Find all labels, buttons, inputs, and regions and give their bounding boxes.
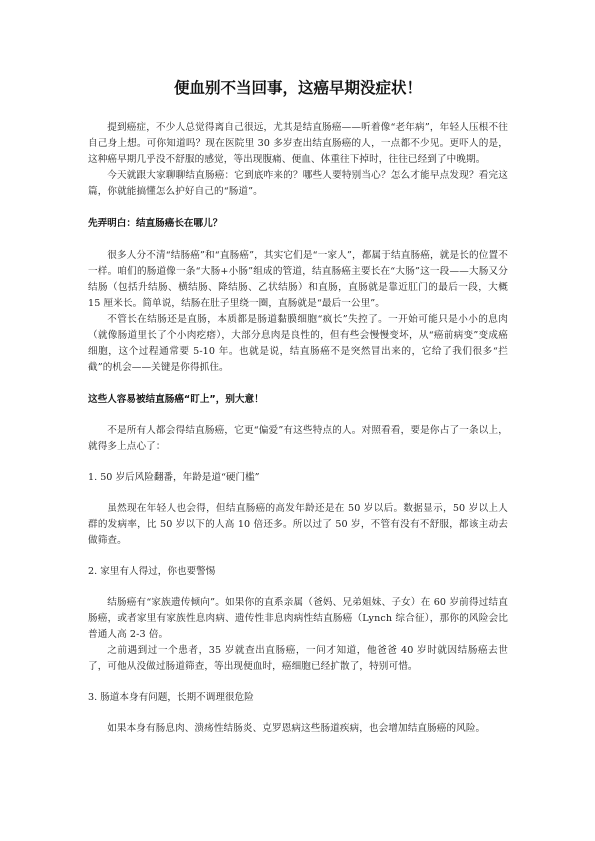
section-heading: 这些人容易被结直肠癌“盯上”，别大意！ — [88, 394, 264, 405]
subsection-heading: 2. 家里有人得过，你也要警惕 — [88, 566, 216, 577]
body-paragraph: 很多人分不清“结肠癌”和“直肠癌”，其实它们是“一家人”，都属于结直肠癌，就是长的位置不一样。咱们的肠道像一条“大肠+小肠”组成的管道，结直肠癌主要长在“大肠”这一段——大肠又分结肠（包括升结肠、横结肠、降结肠、乙状结肠）和直肠，直肠就是靠近肛门的最后一段，大概 15 厘米长。简单说，结肠在肚子里绕一圈，直肠就是“最后一公里”。 — [88, 250, 508, 309]
body-paragraph: 之前遇到过一个患者，35 岁就查出直肠癌，一问才知道，他爸爸 40 岁时就因结肠癌去世了，可他从没做过肠道筛查，等出现便血时，癌细胞已经扩散了，特别可惜。 — [88, 645, 508, 672]
body-paragraph: 不管长在结肠还是直肠，本质都是肠道黏膜细胞“疯长”失控了。一开始可能只是小小的息肉（就像肠道里长了个小肉疙瘩），大部分息肉是良性的，但有些会慢慢变坏，从“癌前病变”变成癌细胞，这个过程通常要 5-10 年。也就是说，结直肠癌不是突然冒出来的，它给了我们很多“拦截”的机会——关键是你得抓住。 — [88, 314, 508, 373]
section-heading: 先弄明白：结直肠癌长在哪儿？ — [88, 218, 223, 229]
intro-paragraph: 提到癌症，不少人总觉得离自己很远，尤其是结直肠癌——听着像“老年病”，年轻人压根不往自己身上想。可你知道吗？现在医院里 30 多岁查出结直肠癌的人，一点都不少见。更吓人的是，这种癌早期几乎没不舒服的感觉，等出现腹痛、便血、体重往下掉时，往往已经到了中晚期。 — [88, 122, 508, 165]
page-title: 便血别不当回事，这癌早期没症状！ — [173, 79, 422, 97]
subsection-heading: 3. 肠道本身有问题，长期不调理很危险 — [88, 692, 254, 703]
intro-paragraph: 今天就跟大家聊聊结直肠癌：它到底咋来的？哪些人要特别当心？怎么才能早点发现？看完这篇，你就能搞懂怎么护好自己的“肠道”。 — [88, 170, 508, 197]
body-paragraph: 如果本身有肠息肉、溃疡性结肠炎、克罗恩病这些肠道疾病，也会增加结直肠癌的风险。 — [107, 723, 486, 734]
body-paragraph: 不是所有人都会得结直肠癌，它更“偏爱”有这些特点的人。对照看看，要是你占了一条以上，就得多上点心了： — [88, 425, 508, 452]
subsection-heading: 1. 50 岁后风险翻番，年龄是道“硬门槛” — [88, 472, 260, 483]
body-paragraph: 结肠癌有“家族遗传倾向”。如果你的直系亲属（爸妈、兄弟姐妹、子女）在 60 岁前得过结直肠癌，或者家里有家族性息肉病、遗传性非息肉病性结直肠癌（Lynch 综合征），那你的风险会比普通人高 2-3 倍。 — [88, 597, 508, 640]
document-page — [88, 78, 508, 737]
body-paragraph: 虽然现在年轻人也会得，但结直肠癌的高发年龄还是在 50 岁以后。数据显示，50 岁以上人群的发病率，比 50 岁以下的人高 10 倍还多。所以过了 50 岁，不管有没有不舒服，都该主动去做筛查。 — [88, 503, 508, 546]
